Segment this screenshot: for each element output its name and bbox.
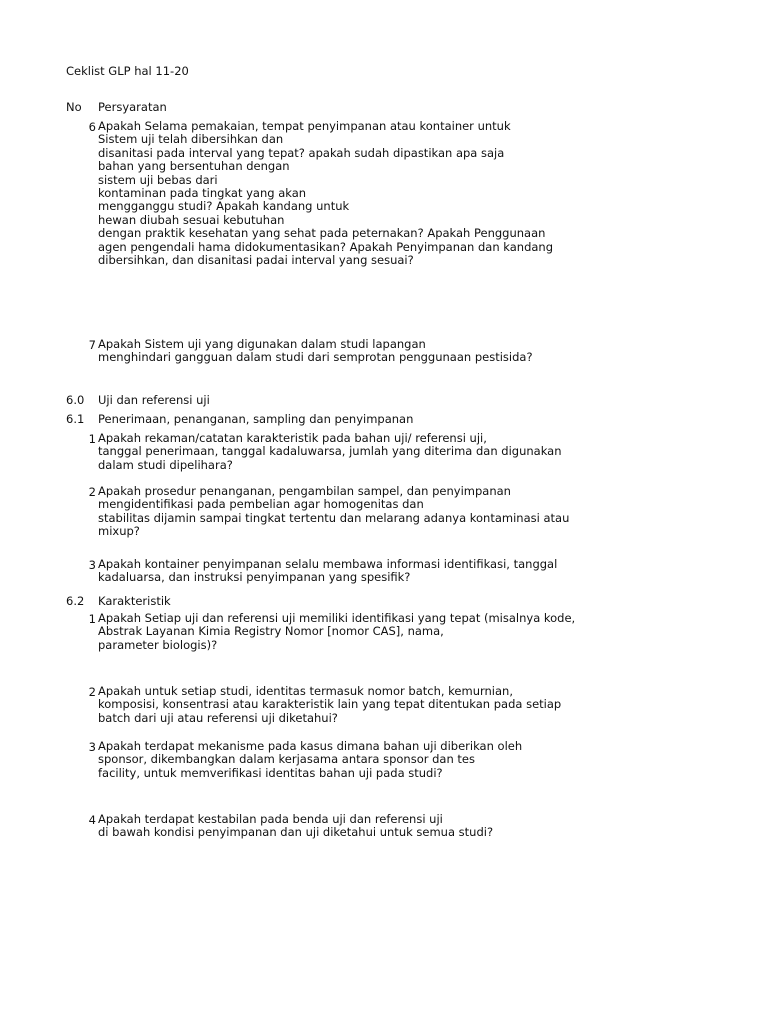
section-heading-6-0 xyxy=(66,393,210,407)
section-number: 6.0 xyxy=(66,393,85,407)
item-line: dengan praktik kesehatan yang sehat pada peternakan? Apakah Penggunaan xyxy=(98,226,546,241)
item-text xyxy=(98,612,575,652)
item-number: 1 xyxy=(88,612,96,626)
section-label: Penerimaan, penanganan, sampling dan penyimpanan xyxy=(98,412,414,426)
item-line: mengidentifikasi pada pembelian agar homogenitas dan xyxy=(98,497,424,512)
item-line: di bawah kondisi penyimpanan dan uji diketahui untuk semua studi? xyxy=(98,825,494,840)
item-line: parameter biologis)? xyxy=(98,637,218,652)
item-number: 7 xyxy=(88,338,96,352)
section-heading-6-1 xyxy=(66,412,413,426)
item-line: disanitasi pada interval yang tepat? apakah sudah dipastikan apa saja xyxy=(98,145,505,160)
document-title: Ceklist GLP hal 11-20 xyxy=(66,64,189,78)
item-line: facility, untuk memverifikasi identitas bahan uji pada studi? xyxy=(98,765,443,780)
item-number: 4 xyxy=(88,813,96,827)
item-line: Apakah Sistem uji yang digunakan dalam studi lapangan xyxy=(98,337,426,351)
item-line: menghindari gangguan dalam studi dari semprotan penggunaan pestisida? xyxy=(98,350,533,365)
item-text xyxy=(98,338,533,365)
section-heading-6-2 xyxy=(66,594,171,608)
item-line: Apakah Setiap uji dan referensi uji memiliki identifikasi yang tepat (misalnya kode, xyxy=(98,611,576,625)
item-line: batch dari uji atau referensi uji diketahui? xyxy=(98,710,338,725)
item-line: hewan diubah sesuai kebutuhan xyxy=(98,212,285,227)
item-number: 2 xyxy=(88,685,96,699)
item-line: Apakah terdapat kestabilan pada benda uji dan referensi uji xyxy=(98,812,443,826)
item-line: Apakah terdapat mekanisme pada kasus dimana bahan uji diberikan oleh xyxy=(98,739,523,753)
item-number: 3 xyxy=(88,558,96,572)
item-line: bahan yang bersentuhan dengan xyxy=(98,159,290,174)
column-header-no: No xyxy=(66,100,82,114)
column-header-requirement: Persyaratan xyxy=(98,100,167,114)
item-line: komposisi, konsentrasi atau karakteristik lain yang tepat ditentukan pada setiap xyxy=(98,697,562,712)
item-text xyxy=(98,432,562,472)
item-line: sponsor, dikembangkan dalam kerjasama antara sponsor dan tes xyxy=(98,752,475,767)
item-text xyxy=(98,685,561,725)
item-number: 3 xyxy=(88,740,96,754)
item-line: Apakah kontainer penyimpanan selalu membawa informasi identifikasi, tanggal xyxy=(98,557,558,571)
item-number: 6 xyxy=(88,120,96,134)
item-line: tanggal penerimaan, tanggal kadaluwarsa, jumlah yang diterima dan digunakan xyxy=(98,444,562,459)
item-line: stabilitas dijamin sampai tingkat tertentu dan melarang adanya kontaminasi atau xyxy=(98,510,570,525)
item-number: 2 xyxy=(88,485,96,499)
item-line: dibersihkan, dan disanitasi padai interval yang sesuai? xyxy=(98,252,414,267)
item-line: agen pengendali hama didokumentasikan? Apakah Penyimpanan dan kandang xyxy=(98,239,554,254)
item-text xyxy=(98,740,522,780)
item-number: 1 xyxy=(88,432,96,446)
item-line: Abstrak Layanan Kimia Registry Nomor [nomor CAS], nama, xyxy=(98,624,444,639)
section-label: Uji dan referensi uji xyxy=(98,393,210,407)
item-line: kontaminan pada tingkat yang akan xyxy=(98,185,307,200)
item-line: sistem uji bebas dari xyxy=(98,172,218,187)
item-line: dalam studi dipelihara? xyxy=(98,457,233,472)
item-line: Apakah Selama pemakaian, tempat penyimpanan atau kontainer untuk xyxy=(98,119,511,133)
item-line: mixup? xyxy=(98,524,140,539)
item-line: mengganggu studi? Apakah kandang untuk xyxy=(98,199,350,214)
item-line: Sistem uji telah dibersihkan dan xyxy=(98,132,284,147)
item-text xyxy=(98,558,557,585)
item-line: Apakah prosedur penanganan, pengambilan sampel, dan penyimpanan xyxy=(98,484,511,498)
item-text xyxy=(98,120,553,267)
item-line: Apakah rekaman/catatan karakteristik pada bahan uji/ referensi uji, xyxy=(98,431,487,445)
section-number: 6.1 xyxy=(66,412,85,426)
section-number: 6.2 xyxy=(66,594,85,608)
item-line: kadaluarsa, dan instruksi penyimpanan yang spesifik? xyxy=(98,570,411,585)
item-text xyxy=(98,813,493,840)
item-line: Apakah untuk setiap studi, identitas termasuk nomor batch, kemurnian, xyxy=(98,684,513,698)
item-text xyxy=(98,485,569,539)
section-label: Karakteristik xyxy=(98,594,171,608)
